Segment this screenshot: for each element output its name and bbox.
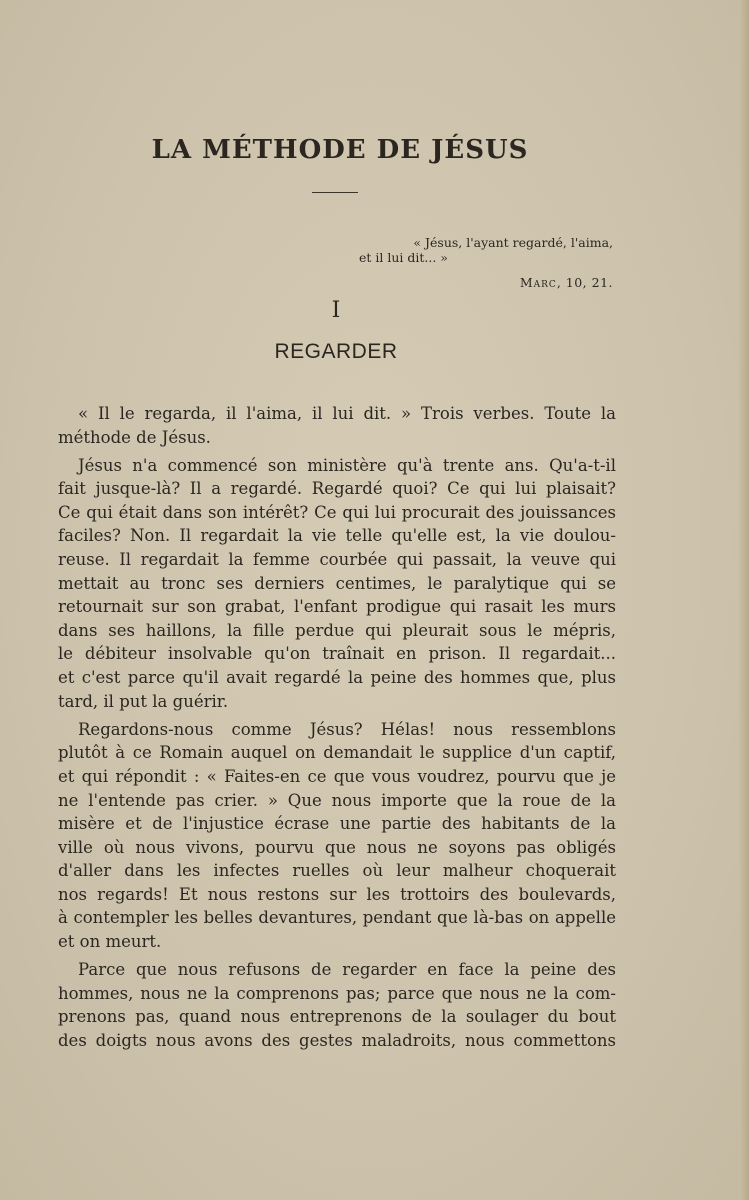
text-line: nos regards! Et nous restons sur les trottoirs des boulevards, (58, 884, 616, 904)
text-line: misère et de l'injustice écrase une partie des habitants de la (58, 814, 616, 834)
text-line: retournait sur son grabat, l'enfant prodigue qui rasait les murs (58, 597, 616, 617)
text-line: des doigts nous avons des gestes maladroits, nous commettons (58, 1030, 616, 1050)
text-line: ne l'entende pas crier. » Que nous importe que la roue de la (58, 790, 616, 810)
paragraph (58, 402, 616, 449)
paragraph (58, 958, 616, 1052)
paragraph (58, 454, 616, 714)
text-line: et on meurt. (58, 932, 162, 952)
epigraph-reference (353, 275, 613, 290)
text-line: fait jusque-là? Il a regardé. Regardé quoi? Ce qui lui plaisait? (58, 479, 616, 499)
text-line: Jésus n'a commencé son ministère qu'à trente ans. Qu'a-t-il (78, 455, 616, 475)
text-line: faciles? Non. Il regardait la vie telle qu'elle est, la vie doulou- (58, 526, 616, 546)
section-title: REGARDER (274, 340, 398, 363)
title-rule (312, 192, 358, 193)
epigraph-line-1: « Jésus, l'ayant regardé, l'aima, (413, 235, 613, 250)
body-text (58, 402, 616, 1057)
text-line: le débiteur insolvable qu'on traînait en prison. Il regardait... (58, 644, 616, 664)
text-line: et c'est parce qu'il avait regardé la peine des hommes que, plus (58, 668, 616, 688)
text-line: Ce qui était dans son intérêt? Ce qui lui procurait des jouissances (58, 502, 616, 522)
epigraph-ref-rest: , 10, 21. (556, 275, 613, 290)
text-line: reuse. Il regardait la femme courbée qui passait, la veuve qui (58, 550, 616, 570)
text-line: à contempler les belles devantures, pendant que là-bas on appelle (58, 908, 616, 928)
epigraph-ref-book: Marc (519, 275, 557, 290)
epigraph-line-2: et il lui dit... » (359, 250, 448, 265)
text-line: méthode de Jésus. (58, 427, 211, 447)
text-line: mettait au tronc ses derniers centimes, le paralytique qui se (58, 573, 616, 593)
text-line: et qui répondit : « Faites-en ce que vous voudrez, pourvu que je (58, 766, 616, 786)
epigraph (353, 235, 613, 290)
text-line: Regardons-nous comme Jésus? Hélas! nous ressemblons (78, 719, 616, 739)
text-line: « Il le regarda, il l'aima, il lui dit. » Trois verbes. Toute la (78, 404, 616, 423)
text-line: Parce que nous refusons de regarder en face la peine des (78, 960, 616, 980)
text-line: prenons pas, quand nous entreprenons de la soulager du bout (58, 1007, 616, 1027)
page-edge (739, 0, 749, 1200)
text-line: dans ses haillons, la fille perdue qui pleurait sous le mépris, (58, 620, 616, 640)
chapter-title: LA MÉTHODE DE JÉSUS (151, 135, 529, 165)
text-line: d'aller dans les infectes ruelles où leur malheur choquerait (58, 861, 616, 881)
text-line: tard, il put la guérir. (58, 691, 229, 711)
text-line: plutôt à ce Romain auquel on demandait le supplice d'un captif, (58, 743, 616, 763)
text-line: hommes, nous ne la comprenons pas; parce que nous ne la com- (58, 983, 616, 1003)
text-line: ville où nous vivons, pourvu que nous ne soyons pas obligés (58, 837, 616, 857)
paragraph (58, 718, 616, 954)
section-number: I (331, 298, 341, 323)
